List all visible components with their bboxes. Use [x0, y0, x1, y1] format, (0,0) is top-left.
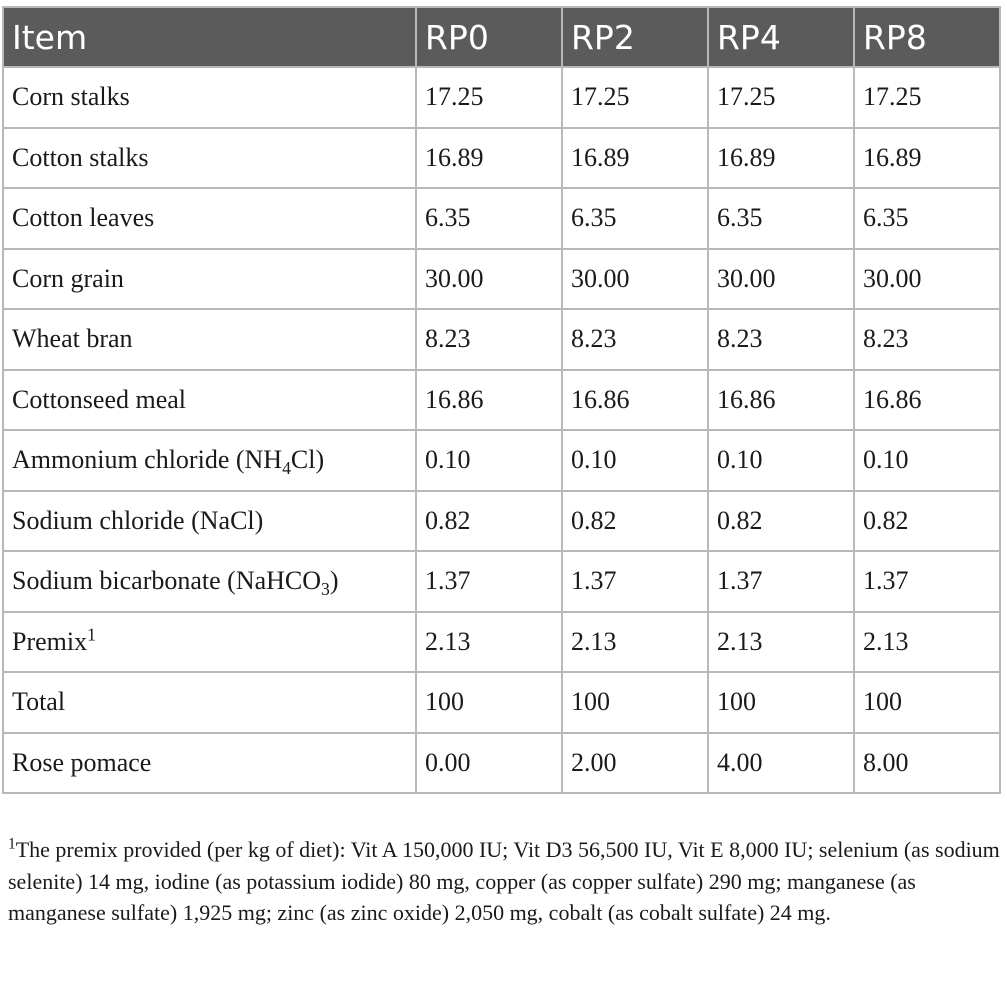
- item-text-after: ): [329, 566, 339, 596]
- cell-rp0: 0.00: [416, 733, 562, 794]
- cell-rp4: 16.86: [708, 370, 854, 431]
- cell-rp8: 16.86: [854, 370, 1000, 431]
- cell-rp4: 0.82: [708, 491, 854, 552]
- cell-rp8: 1.37: [854, 551, 1000, 612]
- cell-rp2: 30.00: [562, 249, 708, 310]
- table-row: [3, 67, 1000, 128]
- item-subscript: 4: [282, 458, 291, 479]
- table-row: [3, 733, 1000, 794]
- row-item-label: Total: [3, 672, 416, 733]
- header-rp4: RP4: [708, 7, 854, 67]
- table-row: [3, 612, 1000, 673]
- table-row: [3, 128, 1000, 189]
- row-item-label: [3, 551, 416, 612]
- cell-rp0: 0.10: [416, 430, 562, 491]
- table-footnote: [8, 834, 1003, 929]
- row-item-label: [3, 612, 416, 673]
- diet-composition-table: [2, 6, 1001, 794]
- row-item-label: Cottonseed meal: [3, 370, 416, 431]
- cell-rp2: 8.23: [562, 309, 708, 370]
- item-text: Ammonium chloride (NH: [12, 445, 283, 475]
- cell-rp2: 16.86: [562, 370, 708, 431]
- cell-rp8: 17.25: [854, 67, 1000, 128]
- cell-rp4: 2.13: [708, 612, 854, 673]
- cell-rp2: 0.82: [562, 491, 708, 552]
- cell-rp2: 1.37: [562, 551, 708, 612]
- cell-rp2: 2.00: [562, 733, 708, 794]
- cell-rp8: 6.35: [854, 188, 1000, 249]
- row-item-label: Cotton leaves: [3, 188, 416, 249]
- cell-rp4: 4.00: [708, 733, 854, 794]
- item-text: Premix: [12, 626, 88, 656]
- cell-rp4: 100: [708, 672, 854, 733]
- cell-rp4: 1.37: [708, 551, 854, 612]
- cell-rp0: 6.35: [416, 188, 562, 249]
- footnote-marker: 1: [8, 835, 16, 853]
- cell-rp8: 0.82: [854, 491, 1000, 552]
- cell-rp0: 8.23: [416, 309, 562, 370]
- cell-rp2: 17.25: [562, 67, 708, 128]
- cell-rp8: 8.23: [854, 309, 1000, 370]
- row-item-label: [3, 430, 416, 491]
- cell-rp0: 2.13: [416, 612, 562, 673]
- cell-rp2: 16.89: [562, 128, 708, 189]
- table-row: [3, 491, 1000, 552]
- item-text: Sodium bicarbonate (NaHCO: [12, 566, 322, 596]
- table-row: [3, 430, 1000, 491]
- cell-rp4: 16.89: [708, 128, 854, 189]
- cell-rp0: 1.37: [416, 551, 562, 612]
- cell-rp0: 16.86: [416, 370, 562, 431]
- header-row: [3, 7, 1000, 67]
- row-item-label: Rose pomace: [3, 733, 416, 794]
- cell-rp8: 30.00: [854, 249, 1000, 310]
- cell-rp2: 100: [562, 672, 708, 733]
- cell-rp4: 0.10: [708, 430, 854, 491]
- cell-rp4: 30.00: [708, 249, 854, 310]
- table-row: [3, 188, 1000, 249]
- item-subscript: 3: [321, 579, 330, 600]
- item-text-after: Cl): [290, 445, 325, 475]
- cell-rp8: 100: [854, 672, 1000, 733]
- header-rp8: RP8: [854, 7, 1000, 67]
- row-item-label: Sodium chloride (NaCl): [3, 491, 416, 552]
- cell-rp0: 0.82: [416, 491, 562, 552]
- header-rp0: RP0: [416, 7, 562, 67]
- cell-rp8: 0.10: [854, 430, 1000, 491]
- cell-rp2: 6.35: [562, 188, 708, 249]
- cell-rp0: 17.25: [416, 67, 562, 128]
- cell-rp0: 100: [416, 672, 562, 733]
- row-item-label: Wheat bran: [3, 309, 416, 370]
- footnote-text: The premix provided (per kg of diet): Vit A 150,000 IU; Vit D3 56,500 IU, Vit E 8,000 IU; selenium (as sodium selenite) 14 mg, iodine (as potassium iodide) 80 mg, copper (as copper sulfate) 290 mg; manganese (as manganese sulfate) 1,925 mg; zinc (as zinc oxide) 2,050 mg, cobalt (as cobalt sulfate) 24 mg.: [8, 837, 1000, 925]
- cell-rp8: 16.89: [854, 128, 1000, 189]
- header-item: Item: [3, 7, 416, 67]
- cell-rp2: 2.13: [562, 612, 708, 673]
- cell-rp4: 6.35: [708, 188, 854, 249]
- row-item-label: Corn stalks: [3, 67, 416, 128]
- table-row: [3, 551, 1000, 612]
- footnote-marker: 1: [87, 624, 96, 645]
- cell-rp4: 17.25: [708, 67, 854, 128]
- table-row: [3, 672, 1000, 733]
- table-row: [3, 249, 1000, 310]
- row-item-label: Corn grain: [3, 249, 416, 310]
- cell-rp4: 8.23: [708, 309, 854, 370]
- cell-rp0: 16.89: [416, 128, 562, 189]
- row-item-label: Cotton stalks: [3, 128, 416, 189]
- table-row: [3, 309, 1000, 370]
- header-rp2: RP2: [562, 7, 708, 67]
- table-row: [3, 370, 1000, 431]
- cell-rp0: 30.00: [416, 249, 562, 310]
- cell-rp2: 0.10: [562, 430, 708, 491]
- cell-rp8: 8.00: [854, 733, 1000, 794]
- cell-rp8: 2.13: [854, 612, 1000, 673]
